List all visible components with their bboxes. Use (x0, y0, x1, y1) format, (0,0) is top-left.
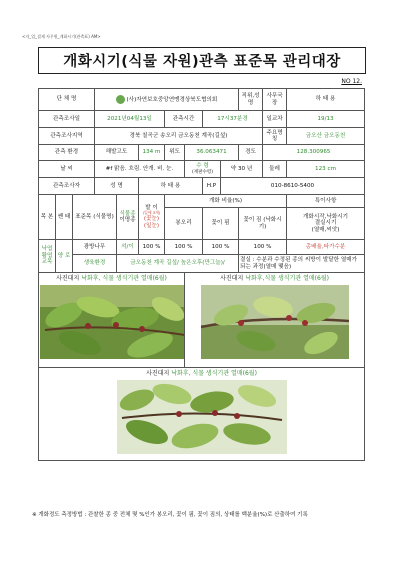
col-flower-ratio: 개화 비율(%) (165, 195, 287, 208)
col-species: 식물종 (119, 210, 136, 217)
observe-time: 17시37분경 (203, 111, 263, 128)
photo-caption-1 (40, 273, 183, 285)
altitude-label: 해발고도 (95, 145, 139, 161)
bloom-stage-value: 100 % (203, 240, 239, 255)
col-plant-name: 표준목 (식물명) (73, 195, 117, 240)
col-bloom-stage: 꽃이 핌 (203, 208, 239, 240)
observe-date: 2021년04월13일 (95, 111, 165, 128)
photo-value-1: 낙화후, 식물 생식기관 열매(6월) (81, 275, 167, 282)
footnote: ※ 개화정도 측정방법 : 관찰한 종 중 전체 몇 %인가 봉오리, 꽃이 핌, 꽃이 짐의, 상태를 백분율(%)로 산출하여 기록 (32, 512, 308, 518)
region-key-label: 주요명칭 (263, 128, 287, 145)
org-name-cell (95, 89, 239, 111)
photo-label-3: 사진대지 (146, 370, 170, 377)
col-special-2: 결실시기 (314, 220, 337, 227)
col-bud-sub1: (잎에 3개) (142, 210, 161, 216)
hp-value: 010-8610-5400 (221, 178, 365, 195)
growth-env-label: 생육환경 (73, 255, 117, 273)
observe-time-label: 관측시간 (165, 111, 203, 128)
special-value: 총배율,타가수분 (287, 240, 365, 255)
region-label: 관측조사지역 (39, 128, 95, 145)
org-emblem-icon (116, 95, 125, 104)
photo-caption-2 (186, 273, 363, 285)
observer-name: 하 태 용 (139, 178, 203, 195)
col-alias: 이명종 (119, 217, 136, 223)
growth-env-value: 금오동천 계곡 길섶/ 높은오후(만그늘)/ (117, 255, 239, 273)
altitude-value: 134 m (139, 145, 165, 161)
longitude-value: 128.300965 (263, 145, 365, 161)
col-bud-sub3: (잎눈) (143, 222, 160, 229)
org-label: 단 체 명 (39, 89, 95, 111)
col-no: 목 본 (39, 195, 56, 240)
plant-name: 광방나무 (73, 240, 117, 255)
photo-label-1: 사진대지 (56, 275, 80, 282)
region-value: 경북 칠곡군 송오리 금오동천 계곡(길섶) (95, 128, 263, 145)
longitude-label: 경도 (239, 145, 263, 161)
age-value: 약 30 년 (221, 161, 263, 178)
env-label: 관측 환경 (39, 145, 95, 161)
photo-value-2: 낙화후,식물 생식기관 열매(6월) (245, 275, 329, 282)
leaf-photo-3 (117, 380, 287, 454)
col-fall-stage: 꽃이 짐 (낙화시기) (239, 208, 287, 240)
col-special-sub (287, 208, 365, 240)
observer-name-label: 성 명 (95, 178, 139, 195)
col-type: 쌘 태 (56, 195, 73, 240)
tree-symbol: 양 로 (56, 240, 73, 273)
age-label: 수 령 (196, 163, 209, 170)
girth-value: 123 cm (287, 161, 365, 178)
col-species-cell (117, 195, 139, 240)
photo-caption-3 (40, 368, 363, 380)
person-name: 하 태 용 (287, 89, 365, 111)
observation-form (38, 88, 365, 461)
species-value: 석/이 (117, 240, 139, 255)
leaf-photo-1 (40, 285, 185, 359)
col-bud: 발 이 (145, 205, 158, 211)
girth-label: 둘레 (263, 161, 287, 178)
photo-panel-1 (39, 273, 185, 368)
org-name: (사)자연보호중앙연맹경상북도협의회 (126, 97, 218, 103)
col-special-1: 개화시작,낙화시기 (303, 213, 349, 220)
bud-value: 100 % (139, 240, 165, 255)
bud-stage-value: 100 % (165, 240, 203, 255)
col-bud-stage: 봉오리 (165, 208, 203, 240)
observer-label: 관측조사자 (39, 178, 95, 195)
position-value: 사무국장 (263, 89, 287, 111)
latitude-value: 36.063471 (185, 145, 239, 161)
position-label: 직위,성명 (239, 89, 263, 111)
header-note: <자_업_결재 사무원_개화시기(관측표) AM> (22, 34, 101, 39)
weather-label: 날 씨 (39, 161, 95, 178)
fruit-note: 결실 : 수분과 수정된 종의 씨방이 발달한 열매가 되는 과정(열매 맺음) (239, 255, 365, 273)
col-bud-sub2: (꽃눈) (143, 216, 160, 223)
observe-date-label: 관측조사일 (39, 111, 95, 128)
sun-value: 19/13 (287, 111, 365, 128)
document-number: NO 12. (341, 78, 362, 85)
region-key: 금오산 금오동천 (287, 128, 365, 145)
page-title: 개화시기(식물 자원)관측 표준목 관리대장 (38, 47, 366, 74)
hp-label: H.P (203, 178, 221, 195)
col-bud-cell (139, 195, 165, 240)
age-sublabel: (재판수령) (192, 169, 213, 175)
photo-value-3: 낙화후, 식물 생식기관 열매(6월) (171, 370, 257, 377)
fall-stage-value: 100 % (239, 240, 287, 255)
tree-type-label: 낙엽 활엽 교목 (39, 240, 56, 273)
col-special: 특이사항 (287, 195, 365, 208)
latitude-label: 위도 (165, 145, 185, 161)
age-label-cell (185, 161, 221, 178)
weather-value: #f 맑음. 흐림. 안개. 비. 눈. (95, 161, 185, 178)
photo-panel-3 (39, 368, 365, 461)
sun-label: 일교차 (263, 111, 287, 128)
photo-panel-2 (185, 273, 365, 368)
leaf-photo-2 (201, 285, 349, 359)
col-special-3: (열매,씨앗) (311, 226, 340, 233)
photo-label-2: 사진대지 (220, 275, 244, 282)
